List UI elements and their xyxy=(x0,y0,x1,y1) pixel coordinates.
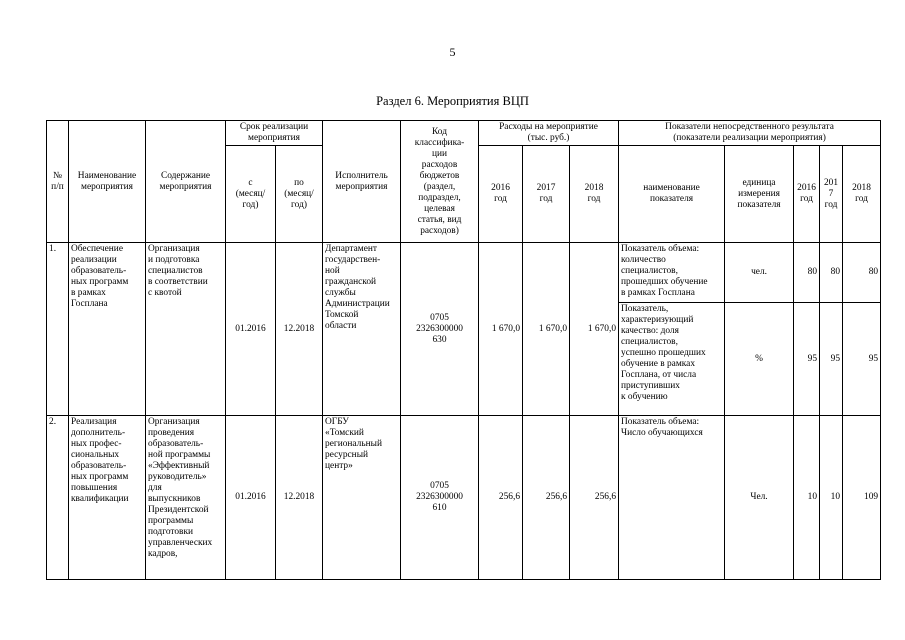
header-code: Код классифика- ции расходов бюджетов (раздел, подраздел, целевая статья, вид расходов) xyxy=(401,121,479,243)
row-num: 1. xyxy=(47,243,69,416)
row-from: 01.2016 xyxy=(226,416,276,580)
header-ind-2017: 201 7 год xyxy=(820,146,843,243)
row-indicator-2017: 95 xyxy=(820,303,843,416)
header-expenses: Расходы на мероприятие (тыс. руб.) xyxy=(479,121,619,146)
header-indicator-name: наименование показателя xyxy=(619,146,725,243)
row-activity-content: Организация и подготовка специалистов в соответствии с квотой xyxy=(146,243,226,416)
row-code: 0705 2326300000 630 xyxy=(401,243,479,416)
row-indicator-unit: Чел. xyxy=(725,416,794,580)
header-indicators: Показатели непосредственного результата (показатели реализации мероприятия) xyxy=(619,121,881,146)
section-title: Раздел 6. Мероприятия ВЦП xyxy=(376,94,529,108)
row-indicator-2018: 80 xyxy=(843,243,881,303)
row-indicator-2017: 10 xyxy=(820,416,843,580)
header-name: Наименование мероприятия xyxy=(69,121,146,243)
row-indicator-2016: 80 xyxy=(794,243,820,303)
page-number: 5 xyxy=(449,45,456,59)
row-to: 12.2018 xyxy=(276,243,323,416)
header-exp-2018: 2018 год xyxy=(570,146,619,243)
table-row xyxy=(47,416,881,580)
row-exp-2018: 256,6 xyxy=(570,416,619,580)
header-from: с (месяц/ год) xyxy=(226,146,276,243)
row-activity-name: Реализация дополнитель- ных профес- сиональных образователь- ных программ повышения квалификации xyxy=(69,416,146,580)
header-executor: Исполнитель мероприятия xyxy=(323,121,401,243)
row-exp-2016: 256,6 xyxy=(479,416,523,580)
header-period: Срок реализации мероприятия xyxy=(226,121,323,146)
row-exp-2017: 256,6 xyxy=(523,416,570,580)
activities-table xyxy=(46,120,881,580)
row-indicator-name: Показатель, характеризующий качество: доля специалистов, успешно прошедших обучение в рамках Госплана, от числа приступивших к обучению xyxy=(619,303,725,416)
row-code: 0705 2326300000 610 xyxy=(401,416,479,580)
header-exp-2016: 2016 год xyxy=(479,146,523,243)
row-executor: ОГБУ «Томский региональный ресурсный центр» xyxy=(323,416,401,580)
table-row xyxy=(47,243,881,303)
row-exp-2018: 1 670,0 xyxy=(570,243,619,416)
row-indicator-unit: чел. xyxy=(725,243,794,303)
row-activity-content: Организация проведения образователь- ной программы «Эффективный руководитель» для выпускников Президентской программы подготовки управленческих кадров, xyxy=(146,416,226,580)
header-num: № п/п xyxy=(47,121,69,243)
row-indicator-2016: 95 xyxy=(794,303,820,416)
row-indicator-2018: 95 xyxy=(843,303,881,416)
row-indicator-unit: % xyxy=(725,303,794,416)
row-indicator-2017: 80 xyxy=(820,243,843,303)
row-from: 01.2016 xyxy=(226,243,276,416)
row-num: 2. xyxy=(47,416,69,580)
header-exp-2017: 2017 год xyxy=(523,146,570,243)
row-to: 12.2018 xyxy=(276,416,323,580)
row-executor: Департамент государствен- ной гражданской службы Администрации Томской области xyxy=(323,243,401,416)
header-content: Содержание мероприятия xyxy=(146,121,226,243)
row-exp-2017: 1 670,0 xyxy=(523,243,570,416)
row-exp-2016: 1 670,0 xyxy=(479,243,523,416)
row-indicator-2018: 109 xyxy=(843,416,881,580)
header-unit: единица измерения показателя xyxy=(725,146,794,243)
header-ind-2016: 2016 год xyxy=(794,146,820,243)
header-to: по (месяц/ год) xyxy=(276,146,323,243)
row-indicator-2016: 10 xyxy=(794,416,820,580)
row-indicator-name: Показатель объема: количество специалистов, прошедших обучение в рамках Госплана xyxy=(619,243,725,303)
header-ind-2018: 2018 год xyxy=(843,146,881,243)
row-activity-name: Обеспечение реализации образователь- ных программ в рамках Госплана xyxy=(69,243,146,416)
row-indicator-name: Показатель объема: Число обучающихся xyxy=(619,416,725,580)
